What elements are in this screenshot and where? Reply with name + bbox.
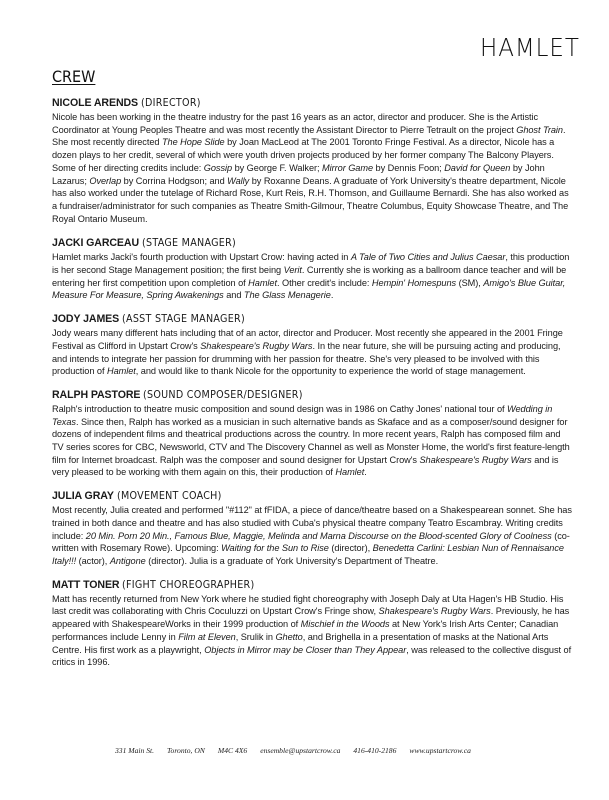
bio-text: . She most recently directed [52, 124, 566, 148]
crew-entry [52, 97, 572, 225]
work-title: 20 Min. Porn 20 Min., Famous Blue, Maggie, Melinda and Marna Discourse on the Blood-scented Glory of Coolness [85, 530, 552, 541]
bio-text: Matt has recently returned from New York where he studied fight choreography with Joseph Daly at Uta Hagen's HB Studio. His last credit was collaborating with Chris Coculuzzi on Upstart Crow's Fringe show, [52, 593, 564, 617]
work-title: Shakespeare's Rugby Wars [419, 454, 532, 465]
work-title: Amigo's Blue Guitar, Measure For Measure, Spring Awakenings [52, 277, 566, 301]
work-title: Ghetto [275, 631, 303, 642]
bio-text: (director), [328, 543, 373, 554]
crew-heading [52, 389, 572, 402]
footer-city: Toronto, ON [167, 746, 205, 755]
crew-role: (ASST STAGE MANAGER) [122, 313, 246, 326]
work-title: Hamlet [335, 467, 365, 478]
section-heading-crew: CREW [52, 67, 96, 86]
work-title: David for Queen [444, 162, 511, 173]
work-title: Film at Eleven [178, 631, 236, 642]
crew-heading [52, 579, 572, 592]
bio-text: by John Lazarus; [52, 162, 545, 186]
crew-heading [52, 237, 572, 250]
crew-role: (MOVEMENT COACH) [116, 490, 222, 503]
crew-name: JODY JAMES [52, 313, 120, 326]
crew-role: (SOUND COMPOSER/DESIGNER) [143, 388, 304, 401]
work-title: Waiting for the Sun to Rise [221, 543, 329, 554]
crew-heading [52, 490, 572, 503]
work-title: Gossip [203, 162, 233, 173]
crew-bio [52, 251, 572, 302]
crew-name: JULIA GRAY [52, 490, 114, 503]
bio-text: Jody wears many different hats including that of an actor, director and Producer. Most recently she appeared in the 2001 Fringe Festival as Clifford in Upstart Crow's [52, 328, 563, 351]
work-title: Verit [283, 265, 302, 276]
bio-text: . In the near future, she will be pursuing acting and producing, and intends to integrate her passion for drumming with her passion for theatre. She's very pleased to be involved with this production of [52, 340, 561, 377]
crew-name: RALPH PASTORE [52, 388, 141, 401]
work-title: Shakespeare's Rugby Wars [200, 340, 313, 351]
footer-contact [115, 746, 515, 755]
work-title: Benedetta Carlini: Lesbian Nun of Rennaisance Italy!!! [52, 543, 564, 566]
bio-text: , this production is her second Stage Management position; the first being [52, 252, 570, 276]
bio-text: by Dennis Foon; [373, 162, 445, 173]
crew-bio [52, 403, 572, 479]
bio-text: (director). Julia is a graduate of York University's Department of Theatre. [145, 555, 439, 566]
crew-heading [52, 97, 572, 110]
bio-text: . Other credit's include: [276, 277, 372, 288]
work-title: Hamlet [106, 366, 136, 377]
work-title: The Glass Menagerie [243, 290, 331, 301]
footer-address: 331 Main St. [115, 746, 155, 755]
crew-bio [52, 593, 572, 669]
work-title: Shakespeare's Rugby Wars [378, 606, 491, 617]
crew-role: (FIGHT CHOREOGRAPHER) [122, 578, 255, 591]
crew-entry [52, 313, 572, 378]
crew-name: JACKI GARCEAU [52, 237, 139, 250]
work-title: Mischief in the Woods [300, 619, 390, 630]
bio-text: (actor), [76, 555, 110, 566]
work-title: Overlap [89, 175, 122, 186]
bio-text: (SM), [456, 277, 484, 288]
bio-text: , and would like to thank Nicole for the opportunity to experience the world of stage management. [135, 366, 526, 377]
work-title: Mirror Game [322, 162, 374, 173]
crew-name: NICOLE ARENDS [52, 97, 139, 109]
crew-bio [52, 504, 572, 568]
crew-entry [52, 389, 572, 479]
bio-text: by George F. Walker; [232, 162, 323, 173]
bio-text: Ralph's introduction to theatre music composition and sound design was in 1986 on Cathy Jones' national tour of [52, 403, 508, 414]
crew-entry [52, 579, 572, 669]
footer-website[interactable]: www.upstartcrow.ca [409, 746, 471, 755]
work-title: Wally [227, 175, 250, 186]
bio-text: Most recently, Julia created and performed "#112" at fFIDA, a piece of dance/theatre based on a Shakespearean sonnet. She has trained in both dance and theatre and has also studied with Cuba's physical theatre company Teatro Escambray. Writing credits include: [52, 505, 572, 541]
bio-text: by Joan MacLeod at The 2001 Toronto Fringe Festival. As a director, Nicole has a dozen plays to her credit, several of which were youth driven projects produced by her former company The Balcony Players. Some of her directing credits include: [52, 137, 555, 173]
work-title: A Tale of Two Cities and Julius Caesar [350, 252, 506, 263]
document-title: HAMLET [480, 33, 580, 62]
bio-text: , Srulik in [235, 631, 276, 642]
bio-text: by Roxanne Deans. A graduate of York University's theatre department, Nicole has also worked under the tutelage of Richard Rose, Kurt Reis, R.H. Thomson, and Guillaume Bernardi. She has also worked as a fundraiser/administrator for such companies as Theatre Smith-Gilmour, Theatre Columbus, Equity Showcase Theatre, and The Royal Ontario Museum. [52, 175, 569, 224]
bio-text: at New York's Irish Arts Center; Canadian performances include Lenny in [52, 619, 559, 642]
work-title: The Hope Slide [161, 137, 225, 148]
crew-entry [52, 490, 572, 568]
crew-entry [52, 237, 572, 302]
bio-text: Hamlet marks Jacki's fourth production with Upstart Crow: having acted in [52, 252, 351, 263]
footer-email[interactable]: ensemble@upstartcrow.ca [260, 746, 341, 755]
bio-text: , was released to the collective disgust of critics in 1996. [52, 644, 572, 668]
bio-text: and [223, 290, 244, 301]
crew-role: (STAGE MANAGER) [141, 237, 236, 250]
work-title: Wedding in Texas [52, 403, 553, 427]
crew-bio [52, 111, 572, 225]
bio-text: Nicole has been working in the theatre industry for the past 16 years as an actor, director and producer. She is the Artistic Coordinator at Young Peoples Theatre and was most recently the Assistant Director to Pierre Tetrault on the project [52, 112, 539, 135]
bio-text: . [364, 467, 367, 478]
crew-bio [52, 327, 572, 378]
bio-text: (co-written with Rosemary Rowe). Upcoming: [52, 530, 570, 554]
bio-text: , and Brighella in a presentation of masks at the National Arts Centre. His first work as a playwright, [52, 631, 549, 655]
bio-text: by Corrina Hodgson; and [121, 175, 228, 186]
crew-name: MATT TONER [52, 578, 120, 591]
bio-text: and is very pleased to be working with them again on this, their production of [52, 454, 559, 478]
work-title: Hempin' Homespuns [371, 277, 457, 288]
work-title: Antigone [109, 555, 146, 566]
footer-postal-code: M4C 4X6 [217, 746, 248, 755]
work-title: Objects in Mirror may be Closer than They Appear [204, 644, 407, 655]
bio-text: . Since then, Ralph has worked as a musician in such alternative bands as Skaface and as a composer/sound designer for dozens of independent films and theatrical productions across the country. In more recent years, Ralph has composed film and TV series scores for CBC, Newsworld, CTV and The Discovery Channel as well as Monster Home, the world's first feature-length film for Internet broadcast. Ralph was the composer and sound designer for Upstart Crow's [52, 416, 570, 465]
work-title: Hamlet [248, 277, 277, 288]
bio-text: . [330, 290, 334, 301]
crew-heading [52, 313, 572, 326]
crew-list [52, 97, 572, 680]
crew-role: (DIRECTOR) [140, 97, 201, 109]
bio-text: . Currently she is working as a ballroom dance teacher and will be entering her first competition upon completion of [52, 265, 567, 288]
bio-text: . Previously, he has appeared with ShakespeareWorks in their 1999 production of [52, 606, 570, 630]
footer-phone: 416-410-2186 [353, 746, 397, 755]
work-title: Ghost Train [516, 124, 563, 135]
